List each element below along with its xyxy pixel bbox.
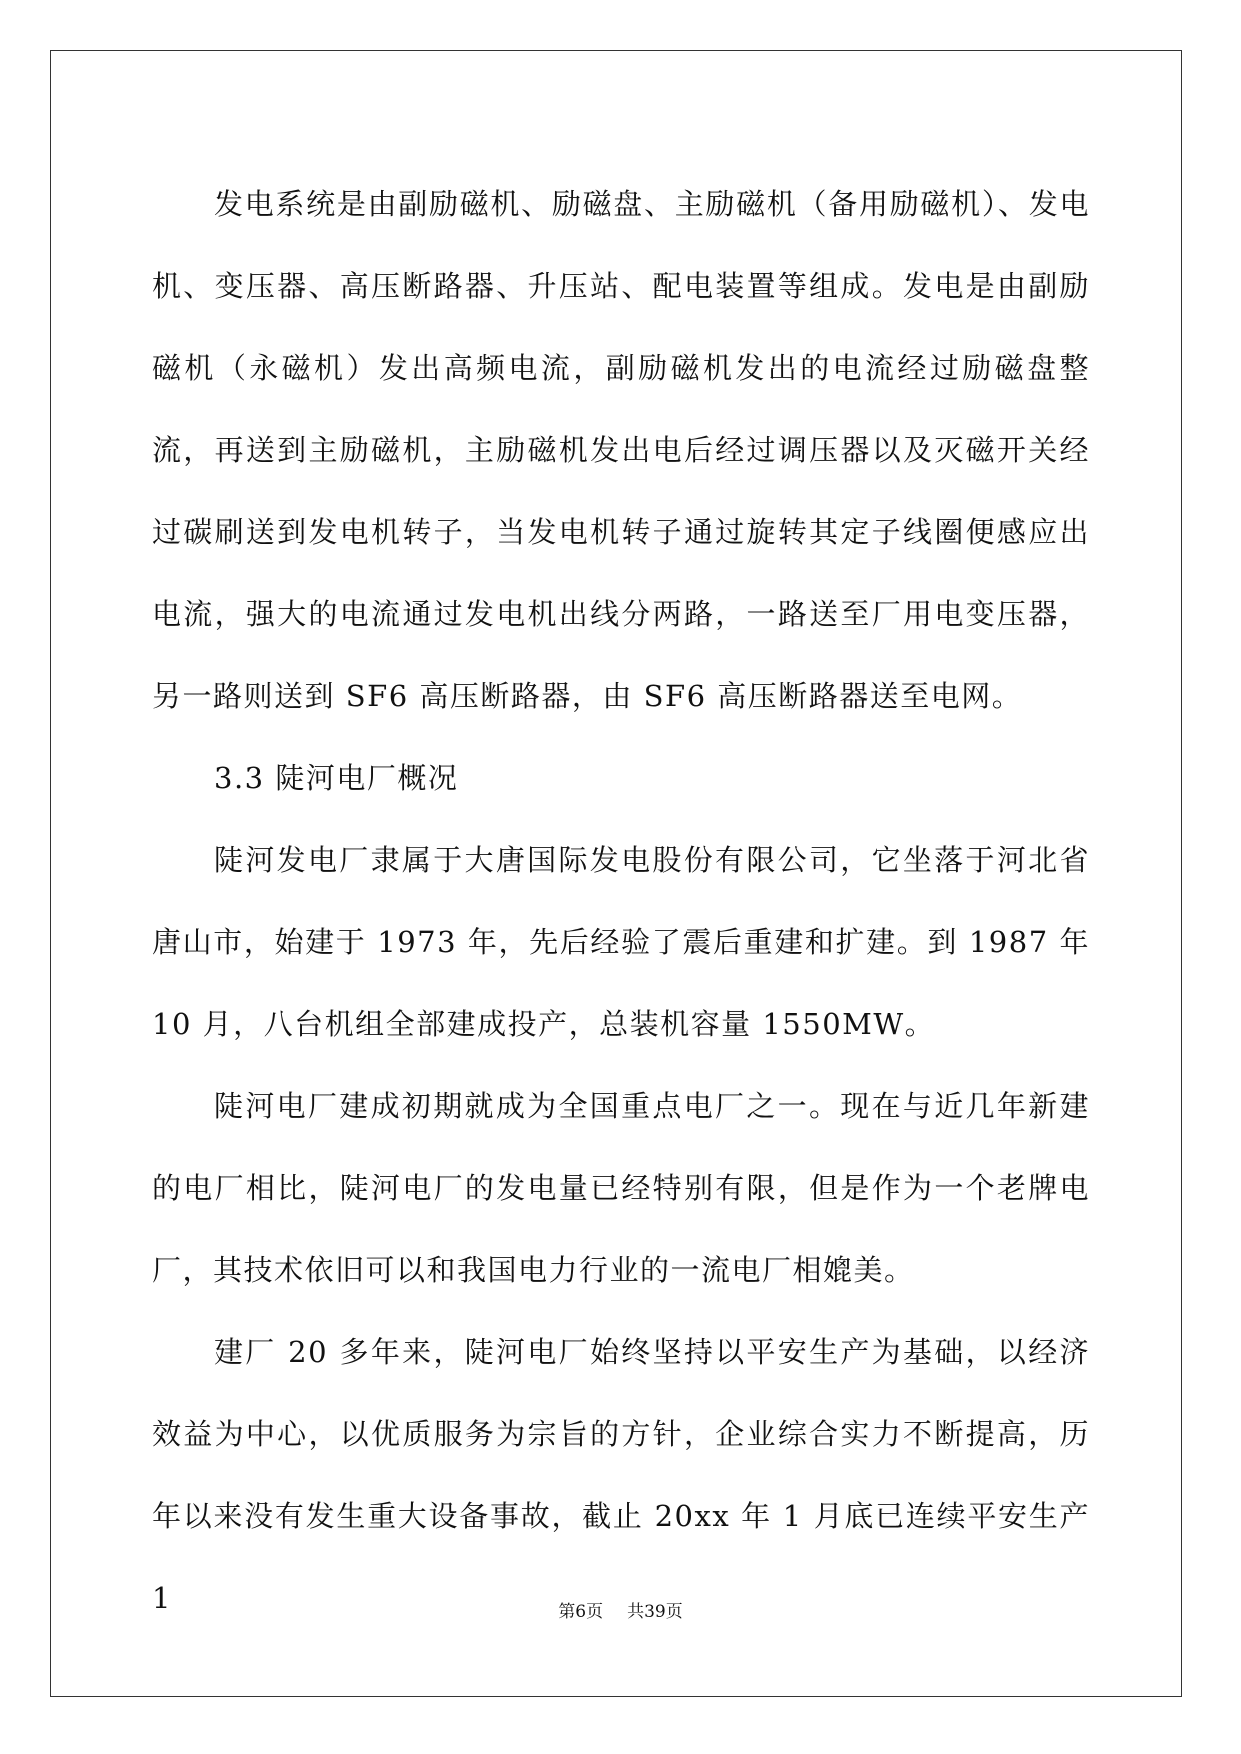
paragraph-power-generation-system: 发电系统是由副励磁机、励磁盘、主励磁机（备用励磁机）、发电机、变压器、高压断路器、升压站、配电装置等组成。发电是由副励磁机（永磁机）发出高频电流，副励磁机发出的电流经过励磁盘整流，再送到主励磁机，主励磁机发出电后经过调压器以及灭磁开关经过碳刷送到发电机转子，当发电机转子通过旋转其定子线圈便感应出电流，强大的电流通过发电机出线分两路，一路送至厂用电变压器，另一路则送到 SF6 高压断路器，由 SF6 高压断路器送至电网。: [152, 187, 1090, 713]
paragraph-plant-status: 陡河电厂建成初期就成为全国重点电厂之一。现在与近几年新建的电厂相比，陡河电厂的发电量已经特别有限，但是作为一个老牌电厂，其技术依旧可以和我国电力行业的一流电厂相媲美。: [152, 1089, 1090, 1287]
paragraph-safety-record: 建厂 20 多年来，陡河电厂始终坚持以平安生产为基础，以经济效益为中心，以优质服务为宗旨的方针，企业综合实力不断提高，历年以来没有发生重大设备事故，截止 20xx 年 1 月底已连续平安生产 1: [152, 1335, 1090, 1615]
page-total: 共39页: [627, 1602, 683, 1622]
page-number: 第6页: [558, 1602, 604, 1622]
document-body: [152, 163, 1090, 1639]
section-heading: 3.3 陡河电厂概况: [214, 761, 459, 795]
page-footer: [0, 1597, 1241, 1622]
paragraph-plant-history: 陡河发电厂隶属于大唐国际发电股份有限公司，它坐落于河北省唐山市，始建于 1973 年，先后经验了震后重建和扩建。到 1987 年 10 月，八台机组全部建成投产，总装机容量 1550MW。: [152, 843, 1090, 1041]
